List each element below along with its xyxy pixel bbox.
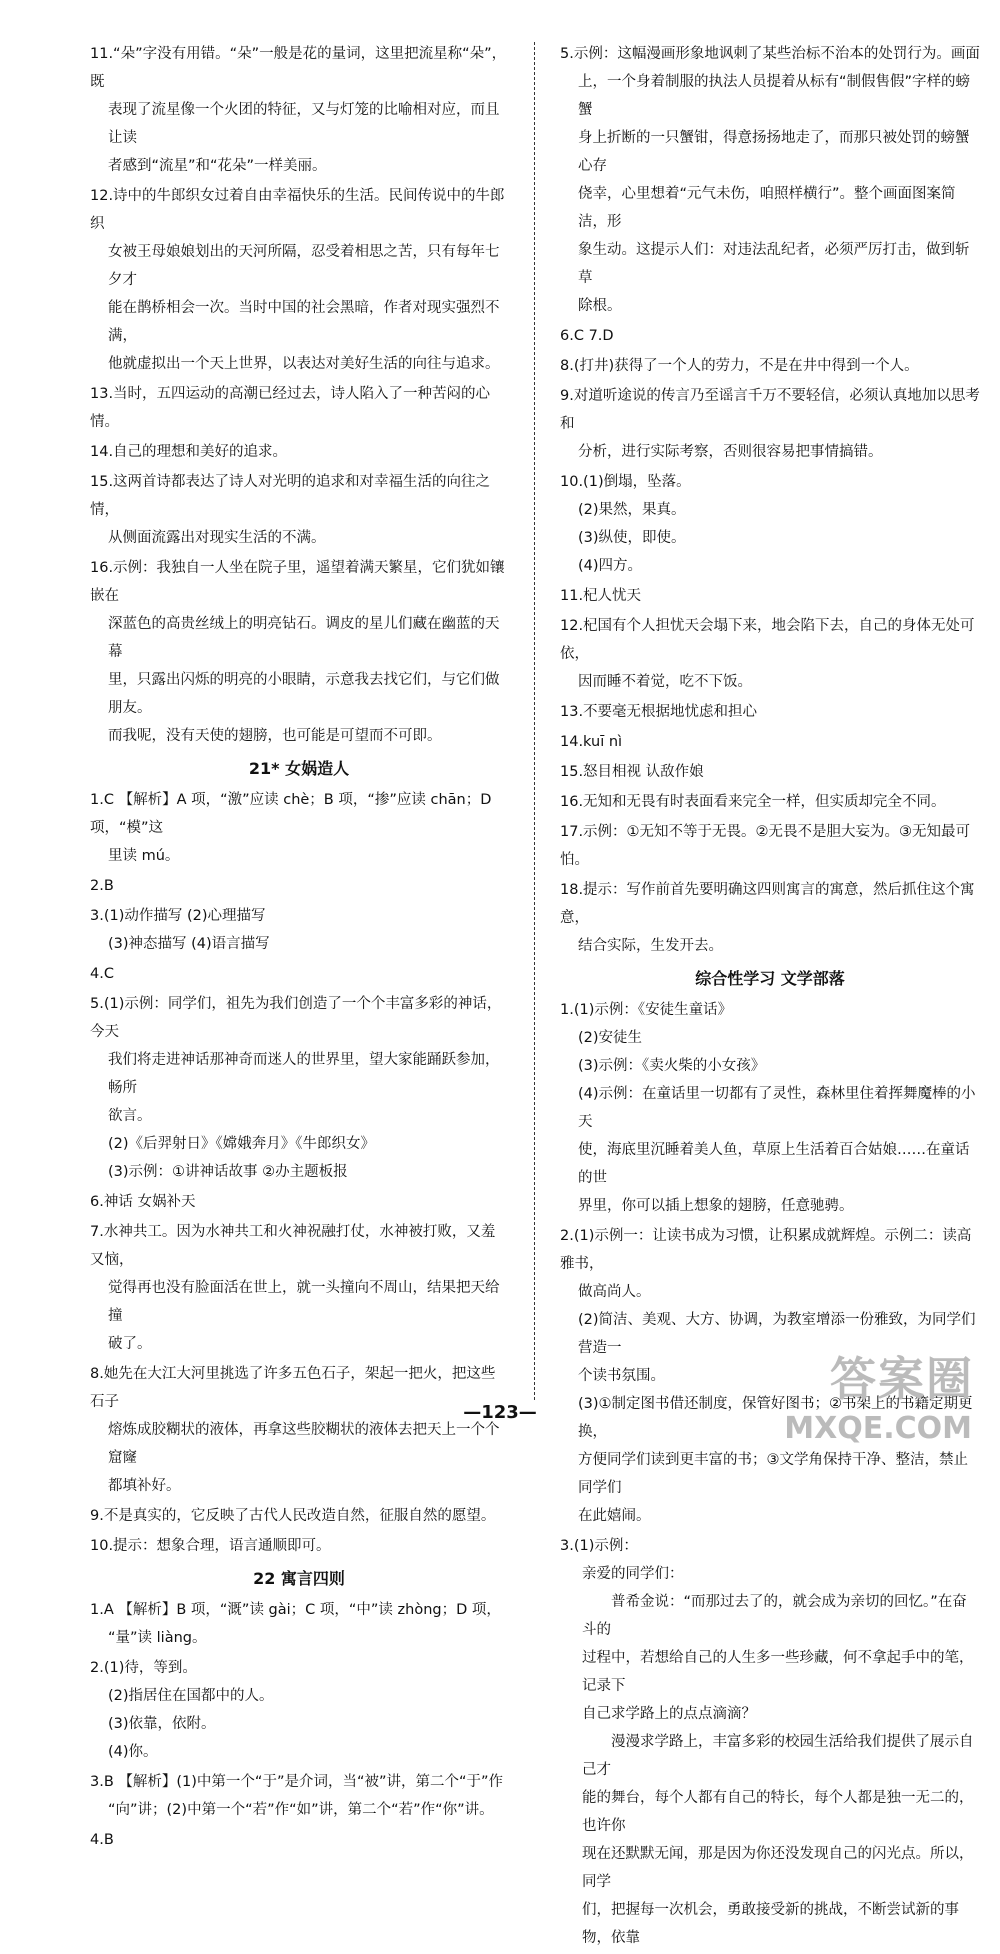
- answer-line: 身上折断的一只蟹钳，得意扬扬地走了，而那只被处罚的螃蟹心存: [578, 130, 970, 174]
- answer-line: (3)示例：《卖火柴的小女孩》: [578, 1058, 766, 1074]
- answer-line: 里，只露出闪烁的明亮的小眼睛，示意我去找它们，与它们做朋友。: [108, 672, 500, 716]
- answer-line: 象生动。这提示人们：对违法乱纪者，必须严厉打击，做到斩草: [578, 242, 970, 286]
- answer-line: 13.不要毫无根据地忧虑和担心: [560, 704, 758, 720]
- answer-line: 15.怒目相视 认敌作娘: [560, 764, 704, 780]
- answer-line: 方便同学们读到更丰富的书；③文学角保持干净、整洁，禁止同学们: [578, 1452, 968, 1496]
- section-21-items: [90, 786, 508, 1560]
- answer-line: 5.示例：这幅漫画形象地讽刺了某些治标不治本的处罚行为。画面: [560, 46, 980, 62]
- answer-line: (3)示例：①讲神话故事 ②办主题板报: [108, 1164, 348, 1180]
- answer-line: 9.对道听途说的传言乃至谣言千万不要轻信，必须认真地加以思考和: [560, 388, 980, 432]
- answer-line: 9.不是真实的，它反映了古代人民改造自然，征服自然的愿望。: [90, 1508, 496, 1524]
- answer-item: [90, 438, 508, 466]
- answer-line: (2)《后羿射日》《嫦娥奔月》《牛郎织女》: [108, 1136, 376, 1152]
- letter-line: 漫漫求学路上，丰富多彩的校园生活给我们提供了展示自己才: [582, 1734, 974, 1778]
- answer-item-letter: [560, 1532, 980, 1952]
- answer-item: [560, 382, 980, 466]
- answer-line: 做高尚人。: [578, 1284, 651, 1300]
- letter-line: 过程中，若想给自己的人生多一些珍藏，何不拿起手中的笔，记录下: [582, 1650, 974, 1694]
- answer-line: 6.C 7.D: [560, 328, 614, 344]
- answer-line: 者感到“流星”和“花朵”一样美丽。: [108, 158, 327, 174]
- answer-line: 15.这两首诗都表达了诗人对光明的追求和对幸福生活的向往之情，: [90, 474, 491, 518]
- answer-line: 6.神话 女娲补天: [90, 1194, 196, 1210]
- answer-line: 2.B: [90, 878, 114, 894]
- answer-item: [90, 902, 508, 958]
- right-items-a: [560, 40, 980, 960]
- answer-item: [90, 182, 508, 378]
- answer-item: [90, 1532, 508, 1560]
- answer-item: [90, 40, 508, 180]
- answer-item: [90, 1826, 508, 1854]
- column-divider: [534, 42, 535, 1400]
- answer-line: 12.杞国有个人担忧天会塌下来，地会陷下去，自己的身体无处可依，: [560, 618, 975, 662]
- answer-line: 我们将走进神话那神奇而迷人的世界里，望大家能踊跃参加，畅所: [108, 1052, 500, 1096]
- answer-item: [560, 468, 980, 580]
- answer-line: 熔炼成胶糊状的液体，再拿这些胶糊状的液体去把天上一个个窟窿: [108, 1422, 500, 1466]
- page-number: —123—: [463, 1402, 537, 1423]
- answer-item: [560, 612, 980, 696]
- answer-item: [90, 1654, 508, 1766]
- answer-line: 而我呢，没有天使的翅膀，也可能是可望而不可即。: [108, 728, 442, 744]
- answer-line: 个读书氛围。: [578, 1368, 665, 1384]
- right-column: [560, 40, 980, 1954]
- answer-line: 13.当时，五四运动的高潮已经过去，诗人陷入了一种苦闷的心情。: [90, 386, 491, 430]
- answer-line: (4)示例：在童话里一切都有了灵性，森林里住着挥舞魔棒的小天: [578, 1086, 976, 1130]
- answer-line: 除根。: [578, 298, 622, 314]
- answer-line: 觉得再也没有脸面活在世上，就一头撞向不周山，结果把天给撞: [108, 1280, 500, 1324]
- answer-line: 1.C 【解析】A 项，“激”应读 chè；B 项，“掺”应读 chān；D 项，“模”这: [90, 792, 492, 836]
- answer-item: [90, 786, 508, 870]
- watermark-url: MXQE.COM: [784, 1411, 972, 1446]
- left-column: [90, 40, 508, 1856]
- answer-line: (3)神态描写 (4)语言描写: [108, 936, 270, 952]
- letter-paragraph-1: [560, 1588, 980, 1728]
- answer-item: [90, 960, 508, 988]
- section-heading-21: 21* 女娲造人: [248, 759, 350, 778]
- letter-line: 普希金说：“而那过去了的，就会成为亲切的回忆。”在奋斗的: [582, 1594, 967, 1638]
- answer-line: 17.示例：①无知不等于无畏。②无畏不是胆大妄为。③无知最可怕。: [560, 824, 971, 868]
- answer-item: [560, 582, 980, 610]
- answer-line: (2)安徒生: [578, 1030, 643, 1046]
- answer-line: 8.(打井)获得了一个人的劳力，不是在井中得到一个人。: [560, 358, 919, 374]
- answer-line: (4)四方。: [578, 558, 643, 574]
- answer-line: 2.(1)待，等到。: [90, 1660, 197, 1676]
- answer-item: [560, 728, 980, 756]
- letter-line: 们，把握每一次机会，勇敢接受新的挑战，不断尝试新的事物，依靠: [582, 1902, 959, 1946]
- answer-line: (2)果然，果真。: [578, 502, 686, 518]
- answer-line: 11.杞人忧天: [560, 588, 642, 604]
- answer-item: [560, 876, 980, 960]
- answer-line: 14.自己的理想和美好的追求。: [90, 444, 288, 460]
- answer-line: 10.(1)倒塌，坠落。: [560, 474, 691, 490]
- answer-line: 欲言。: [108, 1108, 152, 1124]
- answer-item: [90, 468, 508, 552]
- answer-item: [560, 698, 980, 726]
- answer-item: [90, 554, 508, 750]
- answer-line: (2)简洁、美观、大方、协调，为教室增添一份雅致，为同学们营造一: [578, 1312, 976, 1356]
- answer-line: (3)纵使，即使。: [578, 530, 686, 546]
- answer-line: 都填补好。: [108, 1478, 181, 1494]
- answer-line: 3.B 【解析】(1)中第一个“于”是介词，当“被”讲，第二个“于”作: [90, 1774, 504, 1790]
- answer-item: [90, 1188, 508, 1216]
- answer-line: (2)指居住在国都中的人。: [108, 1688, 274, 1704]
- answer-item: [560, 788, 980, 816]
- answer-line: 界里，你可以插上想象的翅膀，任意驰骋。: [578, 1198, 854, 1214]
- letter-line: 自己求学路上的点点滴滴？: [582, 1706, 756, 1722]
- answer-line: 破了。: [108, 1336, 152, 1352]
- answer-line: 1.(1)示例：《安徒生童话》: [560, 1002, 733, 1018]
- answer-line: 1.A 【解析】B 项，“溉”读 gài；C 项，“中”读 zhòng；D 项，: [90, 1602, 501, 1618]
- answer-line: 侥幸，心里想着“元气未伤，咱照样横行”。整个画面图案简洁，形: [578, 186, 956, 230]
- answer-line: 8.她先在大江大河里挑选了许多五色石子，架起一把火，把这些石子: [90, 1366, 496, 1410]
- answer-line: 表现了流星像一个火团的特征，又与灯笼的比喻相对应，而且让读: [108, 102, 500, 146]
- answer-line: 使，海底里沉睡着美人鱼，草原上生活着百合姑娘……在童话的世: [578, 1142, 970, 1186]
- answer-line: 2.(1)示例一：让读书成为习惯，让积累成就辉煌。示例二：读高雅书，: [560, 1228, 972, 1272]
- answer-line: 18.提示：写作前首先要明确这四则寓言的寓意，然后抓住这个寓意，: [560, 882, 975, 926]
- letter-line: 能的舞台，每个人都有自己的特长，每个人都是独一无二的，也许你: [582, 1790, 974, 1834]
- section-22-items: [90, 1596, 508, 1854]
- answer-line: 4.C: [90, 966, 114, 982]
- section-heading-zonghe: 综合性学习 文学部落: [695, 969, 845, 988]
- answer-item: [560, 352, 980, 380]
- answer-line: 14.kuī nì: [560, 734, 623, 750]
- answer-line: (3)①制定图书借还制度，保管好图书；②书架上的书籍定期更换，: [578, 1396, 973, 1440]
- letter-greeting: 亲爱的同学们：: [582, 1566, 684, 1582]
- watermark-logo: [784, 1335, 982, 1455]
- answer-line: 分析，进行实际考察，否则很容易把事情搞错。: [578, 444, 883, 460]
- answer-item: [90, 872, 508, 900]
- answer-item: [90, 380, 508, 436]
- answer-line: 上，一个身着制服的执法人员提着从标有“制假售假”字样的螃蟹: [578, 74, 971, 118]
- letter-paragraph-2: [560, 1728, 980, 1952]
- section-heading-22: 22 寓言四则: [253, 1569, 345, 1588]
- answer-item: [90, 1596, 508, 1652]
- answer-item: [90, 1502, 508, 1530]
- answer-line: 从侧面流露出对现实生活的不满。: [108, 530, 326, 546]
- answer-line: (3)依靠，依附。: [108, 1716, 216, 1732]
- answer-item: [560, 818, 980, 874]
- letter-line: 现在还默默无闻，那是因为你还没发现自己的闪光点。所以，同学: [582, 1846, 974, 1890]
- answer-line: 3.(1)动作描写 (2)心理描写: [90, 908, 266, 924]
- answer-line: 因而睡不着觉，吃不下饭。: [578, 674, 752, 690]
- answer-line: 深蓝色的高贵丝绒上的明亮钻石。调皮的星儿们藏在幽蓝的天幕: [108, 616, 500, 660]
- answer-item: [90, 1768, 508, 1824]
- answer-line: 4.B: [90, 1832, 114, 1848]
- answer-line: 7.水神共工。因为水神共工和火神祝融打仗，水神被打败，又羞又恼，: [90, 1224, 496, 1268]
- answer-item: [560, 322, 980, 350]
- answer-line: 11.“朵”字没有用错。“朵”一般是花的量词，这里把流星称“朵”，既: [90, 46, 507, 90]
- left-pre-items: [90, 40, 508, 750]
- answer-line: 16.示例：我独自一人坐在院子里，遥望着满天繁星，它们犹如镶嵌在: [90, 560, 505, 604]
- answer-line: 在此嬉闹。: [578, 1508, 651, 1524]
- answer-line: 里读 mú。: [108, 848, 180, 864]
- answer-line: 女被王母娘娘划出的天河所隔，忍受着相思之苦，只有每年七夕才: [108, 244, 500, 288]
- answer-line: “量”读 liàng。: [108, 1630, 207, 1646]
- answer-line: (4)你。: [108, 1744, 158, 1760]
- answer-line: 12.诗中的牛郎织女过着自由幸福快乐的生活。民间传说中的牛郎织: [90, 188, 505, 232]
- answer-line: 3.(1)示例：: [560, 1538, 638, 1554]
- answer-line: 他就虚拟出一个天上世界，以表达对美好生活的向往与追求。: [108, 356, 500, 372]
- answer-item: [560, 996, 980, 1220]
- answer-line: 结合实际，生发开去。: [578, 938, 723, 954]
- answer-line: “向”讲；(2)中第一个“若”作“如”讲，第二个“若”作“你”讲。: [108, 1802, 494, 1818]
- answer-item: [90, 1218, 508, 1358]
- answer-item: [90, 1360, 508, 1500]
- answer-line: 5.(1)示例：同学们，祖先为我们创造了一个个丰富多彩的神话，今天: [90, 996, 502, 1040]
- answer-item: [560, 40, 980, 320]
- answer-line: 10.提示：想象合理，语言通顺即可。: [90, 1538, 331, 1554]
- answer-line: 16.无知和无畏有时表面看来完全一样，但实质却完全不同。: [560, 794, 946, 810]
- answer-item: [90, 990, 508, 1186]
- watermark-text: 答案圈: [830, 1352, 974, 1406]
- answer-item: [560, 758, 980, 786]
- answer-line: 能在鹊桥相会一次。当时中国的社会黑暗，作者对现实强烈不满，: [108, 300, 500, 344]
